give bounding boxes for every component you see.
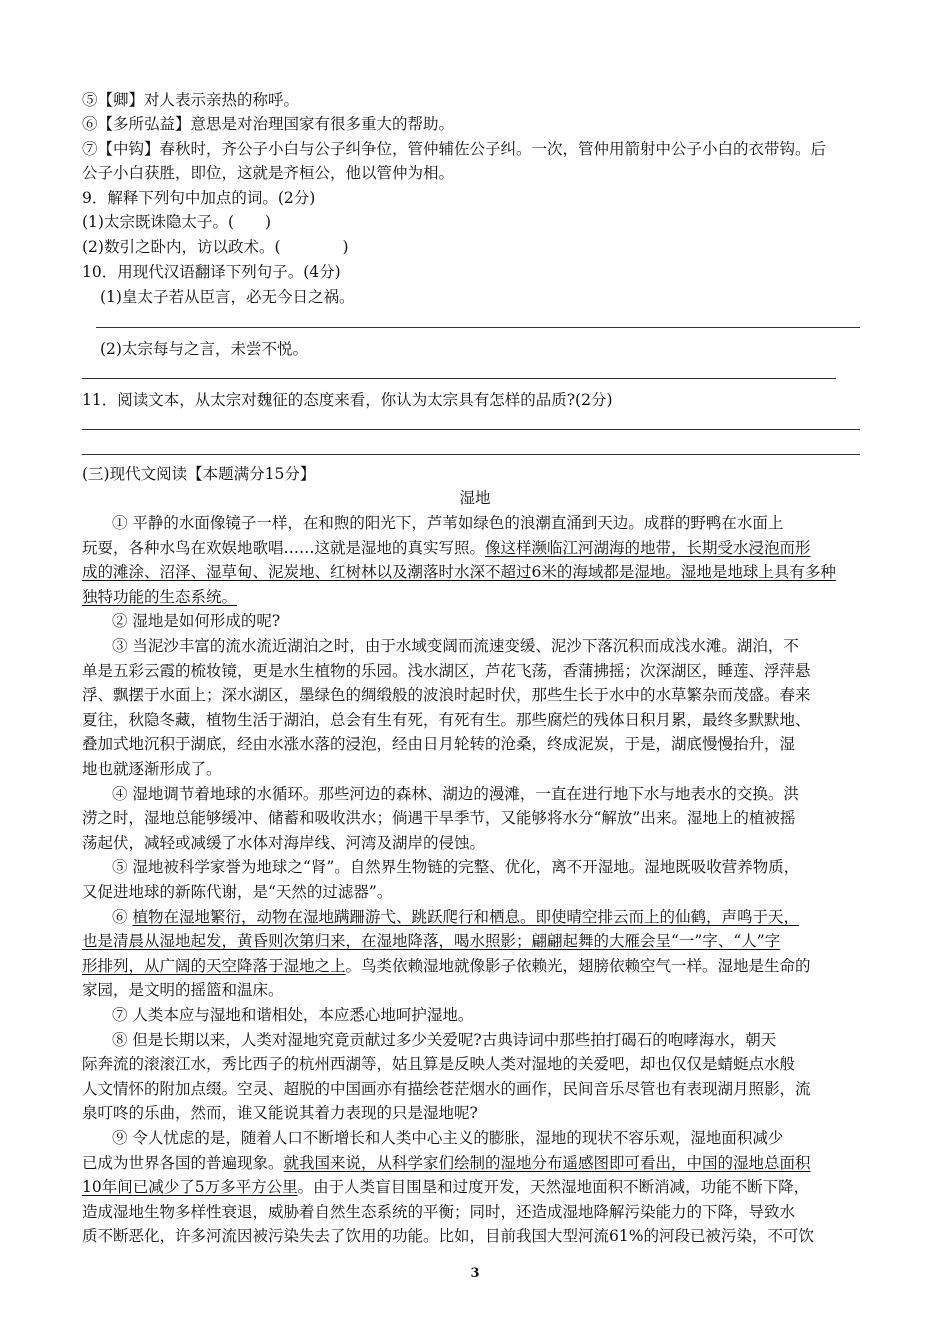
- passage-text: 地也就逐渐形成了。: [82, 760, 222, 778]
- passage-line: [112, 782, 799, 806]
- passage-line: [82, 880, 392, 904]
- passage-text: 又促进地球的新陈代谢，是“天然的过滤器”。: [82, 883, 393, 901]
- section-heading: (三)现代文阅读【本题满分15分】: [82, 465, 316, 483]
- passage-line: [82, 806, 795, 830]
- underlined-text: 也是清晨从湿地起发，黄昏则次第归来，在湿地降落，喝水照影；翩翩起舞的大雁会呈“一”字、“人”字: [82, 932, 781, 951]
- underlined-text: 成的滩涂、沼泽、湿草甸、泥炭地、红树林以及潮落时水深不超过6米的海域都是湿地。湿地是地球上具有多种: [82, 563, 836, 582]
- passage-text: 。由于人类盲目围垦和过度开发，天然湿地面积不断消减，功能不断下降，: [297, 1178, 810, 1197]
- passage-text: 单是五彩云霞的梳妆镜，更是水生植物的乐园。浅水湖区，芦花飞荡，香蒲拂摇；次深湖区，睡莲、浮萍悬: [82, 661, 811, 680]
- passage-text: 人文情怀的附加点缀。空灵、超脱的中国画亦有描绘苍茫烟水的画作，民间音乐尽管也有表现湖月照影，流: [82, 1079, 811, 1098]
- q10-item-1: (1)皇太子若从臣言，必无今日之祸。: [100, 288, 355, 306]
- passage-line: [82, 1200, 795, 1224]
- passage-text: ⑨ 令人忧虑的是，随着人口不断增长和人类中心主义的膨胀，湿地的现状不容乐观，湿地面积减少: [112, 1129, 784, 1147]
- passage-text: 泉叮咚的乐曲，然而，谁又能说其着力表现的只是湿地呢?: [82, 1104, 478, 1123]
- passage-line: [82, 757, 222, 781]
- answer-line: [82, 429, 860, 430]
- passage-text: ⑦ 人类本应与湿地和谐相处，本应悉心地呵护湿地。: [112, 1006, 474, 1024]
- note-7: ⑦【中钩】春秋时，齐公子小白与公子纠争位，管仲辅佐公子纠。一次，管仲用箭射中公子小白的衣带钩。后: [82, 140, 827, 158]
- passage-text: 叠加式地沉积于湖底，经由水涨水落的浸泡，经由日月轮转的沧桑，终成泥炭，于是，湖底慢慢抬升，湿: [82, 735, 796, 754]
- passage-line: [82, 659, 811, 683]
- passage-text: 涝之时，湿地总能够缓冲、储蓄和吸收洪水；倘遇干旱季节，又能够将水分“解放”出来。湿地上的植被摇: [82, 809, 796, 828]
- passage-line: [82, 1077, 811, 1101]
- passage-text: ② 湿地是如何形成的呢?: [112, 612, 281, 631]
- passage-text: 荡起伏，减轻或减缓了水体对海岸线、河湾及湖岸的侵蚀。: [82, 833, 486, 852]
- page-number: 3: [470, 1266, 480, 1281]
- passage-line: [112, 855, 799, 879]
- passage-line: [112, 1003, 473, 1027]
- passage-line: [82, 929, 780, 953]
- q10-stem: 10．用现代汉语翻译下列句子。(4分): [82, 263, 341, 281]
- underlined-text: 形排列，从广阔的天空降落于湿地之上: [82, 956, 346, 975]
- answer-line: [96, 327, 860, 328]
- passage-line: [82, 708, 811, 732]
- passage-line: [82, 1175, 809, 1199]
- passage-line: [82, 1224, 814, 1248]
- passage-text: ⑧ 但是长期以来，人类对湿地究竟贡献过多少关爱呢?古典诗词中那些拍打碣石的咆哮海水，朝天: [112, 1030, 777, 1049]
- passage-line: [82, 978, 284, 1002]
- passage-line: [82, 954, 811, 978]
- passage-line: [82, 1151, 811, 1175]
- passage-text: ⑤ 湿地被科学家誉为地球之“肾”。自然界生物链的完整、优化，离不开湿地。湿地既吸收营养物质，: [112, 858, 800, 877]
- passage-text: 已成为世界各国的普遍现象。: [82, 1153, 284, 1172]
- passage-line: [82, 1052, 795, 1076]
- passage-text: 夏往，秋隐冬藏，植物生活于湖泊，总会有生有死，有死有生。那些腐烂的残体日积月累，最终多默默地、: [82, 710, 811, 729]
- passage-text: 际奔流的滚滚江水，秀比西子的杭州西湖等，姑且算是反映人类对湿地的关爱吧，却也仅仅是蜻蜓点水般: [82, 1055, 796, 1074]
- note-7-cont: 公子小白获胜，即位，这就是齐桓公，他以管仲为相。: [82, 164, 455, 182]
- passage-text: ④ 湿地调节着地球的水循环。那些河边的森林、湖边的漫滩，一直在进行地下水与地表水的交换。洪: [112, 784, 799, 803]
- answer-line: [82, 378, 836, 379]
- passage-title: 湿地: [459, 489, 491, 507]
- passage-line: [82, 831, 485, 855]
- q9-item-1: (1)太宗既诛隐太子。( ): [82, 213, 272, 231]
- passage-text: ⑥: [112, 907, 133, 926]
- passage-text: 家园，是文明的摇篮和温床。: [82, 981, 284, 1000]
- underlined-text: 就我国来说，从科学家们绘制的湿地分布遥感图即可看出，中国的湿地总面积: [283, 1153, 811, 1172]
- passage-text: ① 平静的水面像镜子一样，在和煦的阳光下，芦苇如绿色的浪潮直涌到天边。成群的野鸭在水面上: [112, 514, 784, 532]
- passage-text: 。鸟类依赖湿地就像影子依赖光，翅膀依赖空气一样。湿地是生命的: [345, 956, 811, 975]
- answer-line: [82, 454, 860, 455]
- q9-stem: 9．解释下列句中加点的词。(2分): [82, 189, 316, 207]
- note-6: ⑥【多所弘益】意思是对治理国家有很多重大的帮助。: [82, 115, 455, 133]
- underlined-text: 像这样濒临江河湖海的地带，长期受水浸泡而形: [485, 538, 811, 557]
- passage-line: [112, 1028, 776, 1052]
- passage-line: [112, 609, 280, 633]
- passage-line: [112, 511, 783, 535]
- passage-line: [112, 1126, 783, 1150]
- q9-item-2: (2)数引之卧内，访以政术。( ): [82, 238, 349, 256]
- underlined-text: 植物在湿地繁衍，动物在湿地蹒跚游弋、跳跃爬行和栖息。即使晴空排云而上的仙鹤，声鸣于天，: [132, 907, 799, 926]
- passage-line: [82, 1101, 478, 1125]
- passage-text: ③ 当泥沙丰富的流水流近湖泊之时，由于水域变阔而流速变缓、泥沙下落沉积而成浅水滩。湖泊，不: [112, 637, 799, 655]
- passage-text: 浮、飘摆于水面上；深水湖区，墨绿色的绸缎般的波浪时起时伏，那些生长于水中的水草繁杂而茂盛。春来: [82, 686, 811, 705]
- q11-stem: 11．阅读文本，从太宗对魏征的态度来看，你认为太宗具有怎样的品质?(2分): [82, 391, 613, 409]
- underlined-text: 独特功能的生态系统。: [82, 587, 238, 606]
- note-5: ⑤【卿】对人表示亲热的称呼。: [82, 91, 300, 109]
- passage-line: [82, 585, 237, 609]
- q10-item-2: (2)太宗每与之言，未尝不悦。: [100, 340, 308, 358]
- passage-line: [82, 560, 836, 584]
- passage-line: [112, 905, 799, 929]
- passage-text: 质不断恶化，许多河流因被污染失去了饮用的功能。比如，目前我国大型河流61%的河段已被污染，不可饮: [82, 1227, 814, 1246]
- passage-line: [82, 536, 811, 560]
- passage-line: [82, 732, 795, 756]
- passage-line: [82, 683, 811, 707]
- passage-text: 造成湿地生物多样性衰退，威胁着自然生态系统的平衡；同时，还造成湿地降解污染能力的下降，导致水: [82, 1202, 796, 1221]
- passage-line: [112, 634, 799, 658]
- underlined-text: 10年间已减少了5万多平方公里: [82, 1178, 298, 1197]
- passage-text: 玩耍，各种水鸟在欢娱地歌唱……这就是湿地的真实写照。: [82, 538, 486, 557]
